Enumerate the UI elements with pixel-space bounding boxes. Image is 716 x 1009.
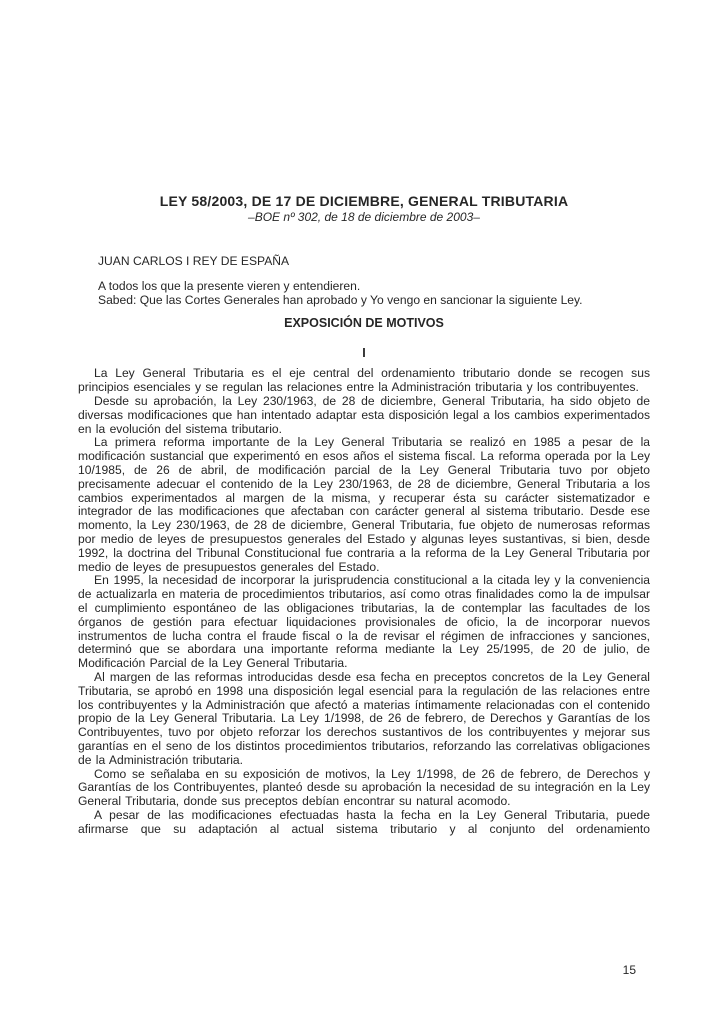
paragraph: La primera reforma importante de la Ley General Tributaria se realizó en 1985 a pesar de la modificación sustancial que experimentó en esos años el sistema fiscal. La reforma operada por la Ley 10/1985, de 26 de abril, de modificación parcial de la Ley General Tributaria tuvo por objeto precisamente adecuar el contenido de la Ley 230/1963, de 28 de diciembre, General Tributaria a los cambios experimentados al margen de la misma, y recuperar ésta su carácter sistematizador e integrador de las modificaciones que afectaban con carácter general al sistema tributario. Desde ese momento, la Ley 230/1963, de 28 de diciembre, General Tributaria, fue objeto de numerosas reformas por medio de leyes de presupuestos generales del Estado y algunas leyes sustantivas, si bien, desde 1992, la doctrina del Tribunal Constitucional fue contraria a la reforma de la Ley General Tributaria por medio de leyes de presupuestos generales del Estado. [78,435,650,574]
paragraph: Al margen de las reformas introducidas desde esa fecha en preceptos concretos de la Ley General Tributaria, se aprobó en 1998 una disposición legal esencial para la regulación de las relaciones entre los contribuyentes y la Administración que afectó a materias íntimamente relacionadas con el contenido propio de la Ley General Tributaria. La Ley 1/1998, de 26 de febrero, de Derechos y Garantías de los Contribuyentes, tuvo por objeto reforzar los derechos sustantivos de los contribuyentes y mejorar sus garantías en el seno de los distintos procedimientos tributarios, reforzando las correlativas obligaciones de la Administración tributaria. [78,669,650,767]
paragraph: Desde su aprobación, la Ley 230/1963, de 28 de diciembre, General Tributaria, ha sido objeto de diversas modificaciones que han intentado adaptar esta disposición legal a los cambios experimentados en la evolución del sistema tributario. [78,393,650,436]
preamble-line: A todos los que la presente vieren y entendieren. [98,278,361,293]
document-title: LEY 58/2003, DE 17 DE DICIEMBRE, GENERAL TRIBUTARIA [159,193,569,209]
document-content [78,0,650,836]
document-subtitle: –BOE nº 302, de 18 de diciembre de 2003– [248,210,480,224]
paragraph: A pesar de las modificaciones efectuadas hasta la fecha en la Ley General Tributaria, puede afirmarse que su adaptación al actual sistema tributario y al conjunto del ordenamiento [78,807,650,836]
section-heading: EXPOSICIÓN DE MOTIVOS [284,316,444,331]
paragraph: En 1995, la necesidad de incorporar la jurisprudencia constitucional a la citada ley y la conveniencia de actualizarla en materia de procedimientos tributarios, así como otras finalidades como la de impulsar el cumplimiento espontáneo de las obligaciones tributarias, la de contemplar las facultades de los órganos de gestión para efectuar liquidaciones provisionales de oficio, la de incorporar nuevos instrumentos de lucha contra el fraude fiscal o la de revisar el régimen de infracciones y sanciones, determinó que se abordara una importante reforma mediante la Ley 25/1995, de 20 de julio, de Modificación Parcial de la Ley General Tributaria. [78,573,650,671]
page-number: 15 [622,963,636,977]
paragraph: La Ley General Tributaria es el eje central del ordenamiento tributario donde se recogen sus principios esenciales y se regulan las relaciones entre la Administración tributaria y los contribuyentes. [78,366,650,395]
preamble-line: Sabed: Que las Cortes Generales han aprobado y Yo vengo en sancionar la siguiente Ley. [98,292,583,307]
section-number: I [362,346,366,361]
preamble-heading: JUAN CARLOS I REY DE ESPAÑA [98,254,290,268]
paragraph: Como se señalaba en su exposición de motivos, la Ley 1/1998, de 26 de febrero, de Derechos y Garantías de los Contribuyentes, planteó desde su aprobación la necesidad de su integración en la Ley General Tributaria, donde sus preceptos debían encontrar su natural acomodo. [78,766,650,809]
